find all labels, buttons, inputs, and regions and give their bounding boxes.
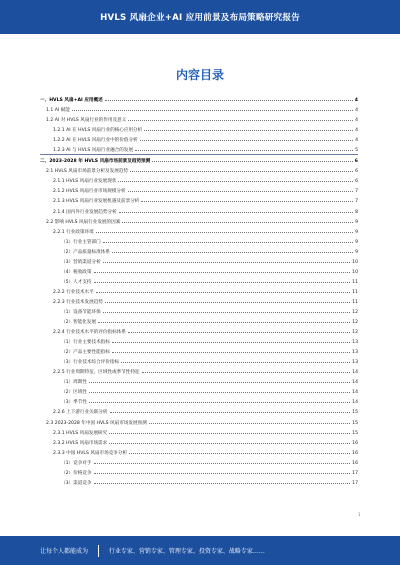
toc-entry-label: 一、HVLS 风扇+AI 应用概述 — [40, 98, 103, 103]
toc-entry-label: （3）季节性 — [61, 400, 87, 406]
toc-entry-label: （1）行业主管部门 — [61, 239, 101, 245]
toc-entry[interactable] — [40, 326, 358, 336]
toc-entry-label: 2.1.2 HVLS 风扇行业市场规模分析 — [53, 189, 126, 195]
toc-entry[interactable] — [40, 266, 358, 276]
toc-entry-label: （5）人才支持 — [61, 279, 92, 285]
toc-leader-dots — [103, 256, 350, 263]
toc-entry-page: 4 — [355, 118, 358, 124]
toc-entry-label: （2）产品主要性能指标 — [61, 350, 110, 356]
toc-leader-dots — [128, 185, 353, 192]
toc-leader-dots — [98, 316, 350, 323]
toc-leader-dots — [130, 165, 353, 172]
toc-entry[interactable] — [40, 236, 358, 246]
toc-leader-dots — [94, 266, 351, 273]
toc-entry[interactable] — [40, 477, 358, 487]
toc-entry[interactable] — [40, 256, 358, 266]
toc-entry[interactable] — [40, 124, 358, 134]
toc-heading: 内容目录 — [175, 68, 224, 82]
toc-entry-page: 17 — [352, 480, 358, 486]
toc-entry[interactable] — [40, 366, 358, 376]
toc-entry-label: （3）营销渠道分析 — [61, 259, 101, 265]
toc-leader-dots — [118, 175, 353, 182]
toc-entry[interactable] — [40, 185, 358, 195]
toc-entry[interactable] — [40, 437, 358, 447]
toc-entry-label: 2.3.3 中国 HVLS 风扇市场竞争分析 — [53, 450, 128, 456]
toc-entry[interactable] — [40, 144, 358, 154]
footer-divider — [98, 545, 99, 557]
toc-entry-page: 12 — [352, 309, 358, 315]
toc-entry[interactable] — [40, 296, 358, 306]
toc-entry-label: （2）价格竞争 — [61, 470, 92, 476]
toc-leader-dots — [94, 276, 351, 283]
toc-entry-page: 4 — [355, 108, 358, 114]
toc-entry[interactable] — [40, 336, 358, 346]
toc-entry-page: 10 — [352, 259, 358, 265]
toc-leader-dots — [135, 144, 353, 151]
toc-leader-dots — [105, 296, 350, 303]
toc-entry[interactable] — [40, 386, 358, 396]
toc-entry-page: 4 — [354, 98, 358, 103]
toc-entry-page: 9 — [355, 219, 358, 225]
toc-entry-page: 14 — [352, 380, 358, 386]
toc-entry-page: 9 — [355, 229, 358, 235]
toc-entry[interactable] — [40, 417, 358, 427]
toc-entry-page: 13 — [352, 340, 358, 346]
toc-entry[interactable] — [40, 276, 358, 286]
report-header-title: HVLS 风扇企业+AI 应用前景及布局策略研究报告 — [100, 13, 300, 23]
toc-entry-label: 1.1 AI 赋能 — [46, 108, 70, 114]
toc-entry-label: 2.3.2 HVLS 风扇市场需求 — [53, 440, 108, 446]
toc-entry[interactable] — [40, 175, 358, 185]
toc-entry-label: （2）区域性 — [61, 390, 87, 396]
toc-leader-dots — [96, 226, 353, 233]
toc-entry-page: 11 — [352, 289, 358, 295]
toc-leader-dots — [94, 477, 351, 484]
toc-entry[interactable] — [40, 406, 358, 416]
toc-leader-dots — [96, 286, 350, 293]
toc-entry-label: （2）产品质量标准体系 — [61, 249, 110, 255]
toc-entry-label: 2.1 HVLS 风扇市场前景分析及发展趋势 — [46, 169, 129, 175]
footer-bar — [0, 536, 400, 565]
toc-entry-page: 4 — [355, 138, 358, 144]
toc-entry-label: （3）渠道竞争 — [61, 480, 92, 486]
toc-entry[interactable] — [40, 94, 358, 104]
toc-leader-dots — [112, 246, 353, 253]
toc-leader-dots — [94, 457, 351, 464]
toc-entry-page: 10 — [352, 269, 358, 275]
toc-entry-label: 1.2.3 AI 与 HVLS 风扇行业融合的发展 — [53, 148, 134, 154]
toc-entry[interactable] — [40, 447, 358, 457]
toc-leader-dots — [141, 195, 353, 202]
toc-entry-label: 二、2023-2028 年 HVLS 风扇市场前景及趋势预测 — [40, 159, 151, 165]
toc-entry-page: 13 — [352, 350, 358, 356]
toc-entry-page: 6 — [355, 179, 358, 185]
toc-entry-page: 12 — [352, 330, 358, 336]
toc-leader-dots — [89, 386, 350, 393]
toc-entry-label: 2.2.1 行业政策环境 — [53, 229, 94, 235]
toc-leader-dots — [128, 114, 353, 121]
toc-entry[interactable] — [40, 226, 358, 236]
toc-leader-dots — [105, 94, 353, 101]
toc-entry-label: 2.3 2023-2028 年中国 HVLS 风扇市场发展预测 — [46, 420, 147, 426]
toc-entry-page: 11 — [352, 279, 358, 285]
toc-entry-page: 5 — [355, 148, 358, 154]
toc-leader-dots — [149, 417, 350, 424]
toc-entry-label: 1.2 AI 对 HVLS 风扇行业的作用及意义 — [46, 118, 127, 124]
toc-entry-page: 6 — [355, 169, 358, 175]
toc-entry[interactable] — [40, 427, 358, 437]
footer-tagline: 行业专家、营销专家、管理专家、投资专家、战略专家…… — [108, 548, 265, 555]
table-of-contents — [40, 94, 358, 487]
toc-leader-dots — [103, 236, 353, 243]
toc-leader-dots — [103, 306, 350, 313]
toc-entry-page: 13 — [352, 360, 358, 366]
toc-leader-dots — [110, 406, 351, 413]
toc-leader-dots — [152, 155, 353, 162]
toc-entry-page: 8 — [355, 209, 358, 215]
toc-entry-label: 2.2.2 行业技术水平 — [53, 289, 94, 295]
toc-leader-dots — [142, 366, 350, 373]
toc-entry-page: 7 — [355, 199, 358, 205]
toc-entry-label: 1.2.1 AI 在 HVLS 风扇行业的核心应用分析 — [53, 128, 143, 134]
toc-entry-page: 16 — [352, 450, 358, 456]
toc-leader-dots — [89, 376, 350, 383]
toc-entry-page: 9 — [355, 249, 358, 255]
toc-entry[interactable] — [40, 356, 358, 366]
toc-entry-page: 9 — [355, 239, 358, 245]
toc-entry-label: （1）竞争对手 — [61, 460, 92, 466]
toc-entry-label: （3）行业技术综合评价指标 — [61, 360, 120, 366]
toc-entry-page: 14 — [352, 400, 358, 406]
toc-entry[interactable] — [40, 346, 358, 356]
toc-entry[interactable] — [40, 316, 358, 326]
toc-entry-page: 11 — [352, 299, 358, 305]
toc-leader-dots — [109, 437, 350, 444]
toc-entry-page: 14 — [352, 390, 358, 396]
toc-entry[interactable] — [40, 104, 358, 114]
toc-entry[interactable] — [40, 246, 358, 256]
toc-entry-page: 14 — [352, 370, 358, 376]
toc-entry-label: 2.2.5 行业周期特征、区域性或季节性特征 — [53, 370, 140, 376]
toc-entry-label: （1）周期性 — [61, 380, 87, 386]
toc-entry-page: 7 — [355, 189, 358, 195]
toc-entry-page: 12 — [352, 320, 358, 326]
toc-entry[interactable] — [40, 206, 358, 216]
toc-entry[interactable] — [40, 134, 358, 144]
toc-entry-page: 17 — [352, 470, 358, 476]
toc-entry-label: 2.2 影响 HVLS 风扇行业发展的因素 — [46, 219, 121, 225]
toc-entry-page: 6 — [354, 159, 358, 165]
toc-entry-label: 2.3.1 HVLS 风扇发展研究 — [53, 430, 108, 436]
toc-entry[interactable] — [40, 376, 358, 386]
toc-entry-label: （1）行业主要技术指标 — [61, 340, 110, 346]
toc-entry-label: （4）税收政策 — [61, 269, 92, 275]
toc-entry[interactable] — [40, 286, 358, 296]
footer-slogan: 让每个人都能成为 — [40, 548, 89, 555]
toc-entry-label: 1.2.2 AI 在 HVLS 风扇行业中的价值分析 — [53, 138, 138, 144]
toc-entry[interactable] — [40, 154, 358, 165]
toc-entry-label: 2.2.3 行业技术发展趋势 — [53, 299, 103, 305]
toc-entry-label: （2）智能化发展 — [61, 320, 97, 326]
report-header-bar — [0, 0, 400, 34]
toc-entry-page: 15 — [352, 430, 358, 436]
toc-leader-dots — [128, 326, 350, 333]
toc-leader-dots — [140, 134, 353, 141]
toc-entry[interactable] — [40, 467, 358, 477]
toc-entry-label: 2.1.4 国内外行业发展趋势分析 — [53, 209, 117, 215]
toc-entry-label: 2.1.1 HVLS 风扇行业发展现状 — [53, 179, 117, 185]
toc-entry[interactable] — [40, 396, 358, 406]
toc-entry[interactable] — [40, 114, 358, 124]
toc-leader-dots — [94, 467, 351, 474]
toc-leader-dots — [129, 447, 350, 454]
toc-leader-dots — [121, 356, 350, 363]
toc-entry-label: 2.2.6 上下游行业关联分析 — [53, 410, 108, 416]
toc-entry-page: 15 — [352, 410, 358, 416]
toc-entry[interactable] — [40, 306, 358, 316]
toc-leader-dots — [72, 104, 353, 111]
toc-entry-page: 15 — [352, 420, 358, 426]
toc-leader-dots — [144, 124, 353, 131]
toc-leader-dots — [112, 346, 350, 353]
toc-entry-label: 2.1.3 HVLS 风扇行业发展机遇及前景分析 — [53, 199, 140, 205]
page-number: 1 — [358, 512, 361, 517]
toc-leader-dots — [109, 427, 350, 434]
toc-entry[interactable] — [40, 457, 358, 467]
toc-entry[interactable] — [40, 195, 358, 205]
toc-entry-label: 2.2.4 行业技术水平的评价指标体系 — [53, 330, 126, 336]
toc-entry[interactable] — [40, 216, 358, 226]
toc-leader-dots — [89, 396, 350, 403]
toc-leader-dots — [119, 206, 353, 213]
toc-entry-page: 4 — [355, 128, 358, 134]
toc-entry-label: （1）设备节能环保 — [61, 309, 101, 315]
toc-leader-dots — [112, 336, 350, 343]
toc-entry-page: 16 — [352, 440, 358, 446]
toc-entry-page: 16 — [352, 460, 358, 466]
toc-entry[interactable] — [40, 165, 358, 175]
toc-leader-dots — [122, 216, 353, 223]
